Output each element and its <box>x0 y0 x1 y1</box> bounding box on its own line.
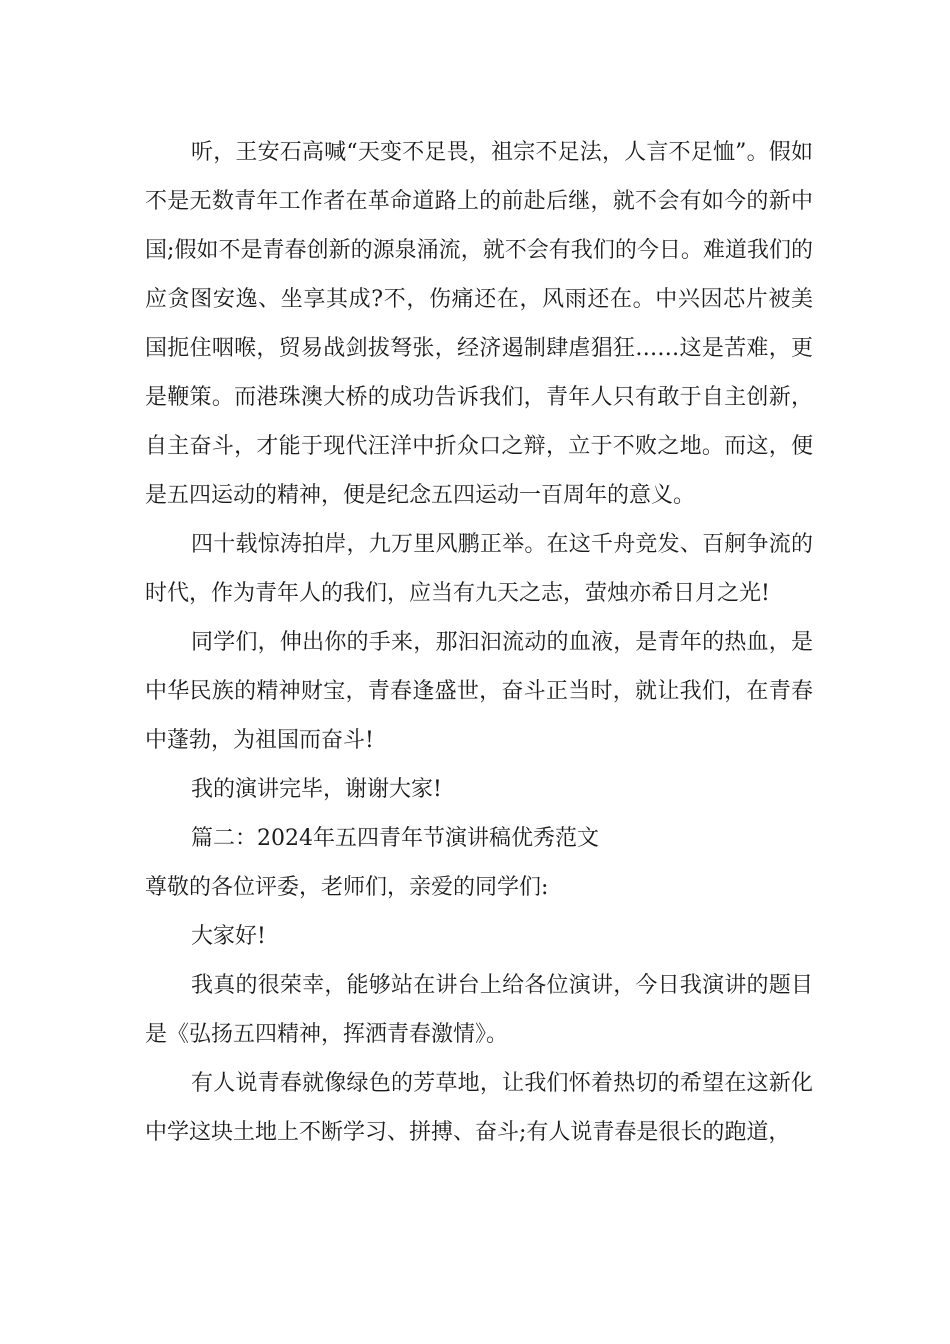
document-body <box>145 128 813 1157</box>
paragraph-youth-metaphor: 有人说青春就像绿色的芳草地，让我们怀着热切的希望在这新化中学这块土地上不断学习、拼搏、奋斗;有人说青春是很长的跑道， <box>145 1071 813 1145</box>
paragraph-wang-anshi: 听，王安石高喊“天变不足畏，祖宗不足法，人言不足恤”。假如不是无数青年工作者在革命道路上的前赴后继，就不会有如今的新中国;假如不是青春创新的源泉涌流，就不会有我们的今日。难道我们的应贪图安逸、坐享其成?不，伤痛还在，风雨还在。中兴因芯片被美国扼住咽喉，贸易战剑拔弩张，经济遏制肆虐猖狂……这是苦难，更是鞭策。而港珠澳大桥的成功告诉我们，青年人只有敢于自主创新，自主奋斗，才能于现代汪洋中折众口之辩，立于不败之地。而这，便是五四运动的精神，便是纪念五四运动一百周年的意义。 <box>145 140 813 508</box>
greeting: 大家好! <box>191 924 266 949</box>
paragraph-closing: 我的演讲完毕，谢谢大家! <box>191 777 442 802</box>
paragraph-speech-topic: 我真的很荣幸，能够站在讲台上给各位演讲，今日我演讲的题目是《弘扬五四精神，挥洒青春激情》。 <box>145 973 813 1047</box>
salutation: 尊敬的各位评委，老师们，亲爱的同学们: <box>145 875 549 900</box>
paragraph-classmates: 同学们，伸出你的手来，那汩汩流动的血液，是青年的热血，是中华民族的精神财宝，青春逢盛世，奋斗正当时，就让我们，在青春中蓬勃，为祖国而奋斗! <box>145 630 813 753</box>
paragraph-forty-years: 四十载惊涛拍岸，九万里风鹏正举。在这千舟竞发、百舸争流的时代，作为青年人的我们，应当有九天之志，萤烛亦希日月之光! <box>145 532 813 606</box>
section-heading-part-two: 篇二：2024年五四青年节演讲稿优秀范文 <box>191 826 599 851</box>
